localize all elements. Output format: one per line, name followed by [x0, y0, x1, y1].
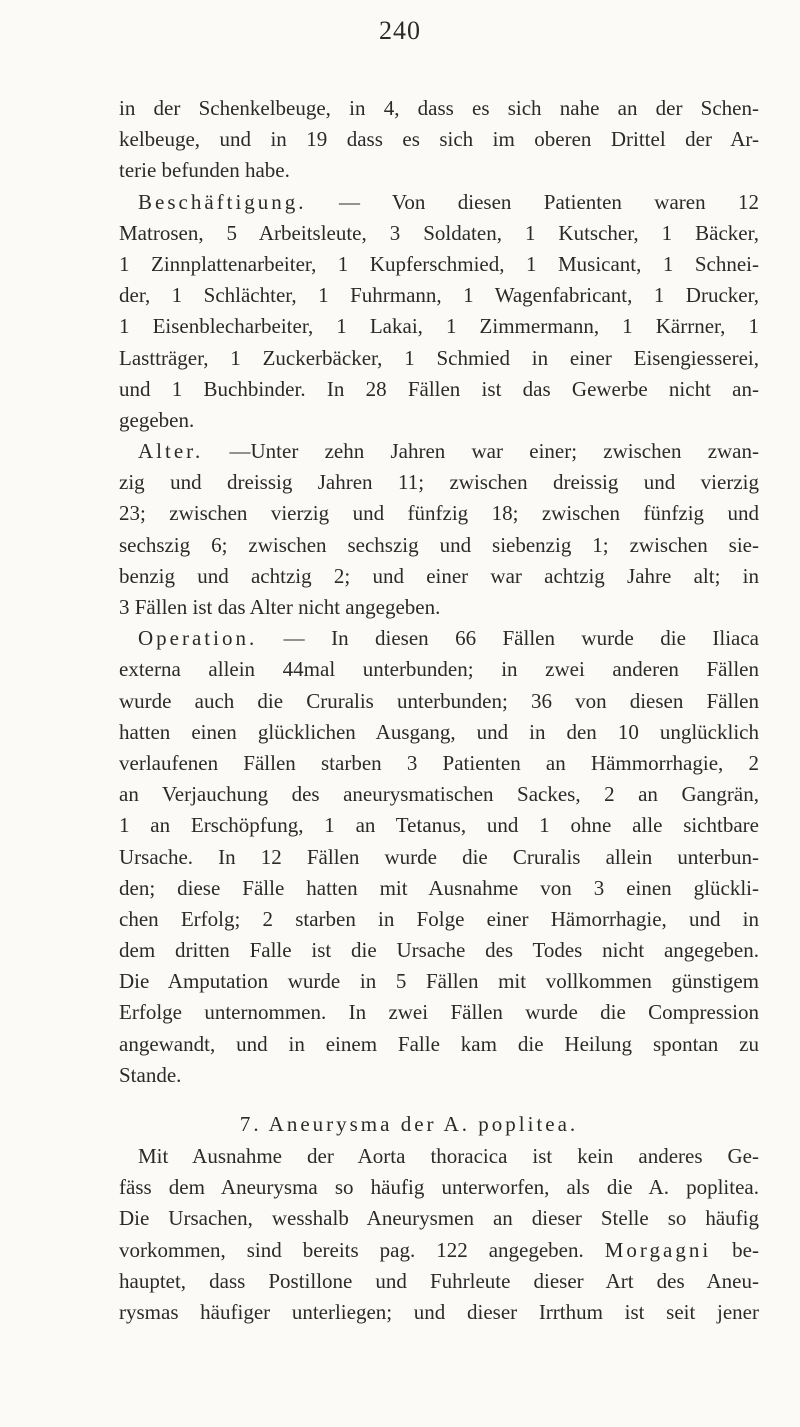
- text-line: den; diese Fälle hatten mit Ausnahme von 3 einen glückli-: [119, 875, 759, 900]
- section-gap: [119, 1091, 759, 1107]
- text-line: dem dritten Falle ist die Ursache des Todes nicht angegeben.: [119, 938, 759, 963]
- text-line: verlaufenen Fällen starben 3 Patienten an Hämmorrhagie, 2: [119, 750, 759, 775]
- text-line: Die Ursachen, wesshalb Aneurysmen an dieser Stelle so häufig: [119, 1206, 759, 1231]
- section-heading: 7. Aneurysma der A. poplitea.: [239, 1112, 579, 1136]
- text-line: [119, 436, 759, 467]
- text-line: [119, 187, 759, 218]
- text-line: hauptet, dass Postillone und Fuhrleute dieser Art des Aneu-: [119, 1268, 759, 1293]
- text-line: in der Schenkelbeuge, in 4, dass es sich nahe an der Schen-: [119, 96, 759, 120]
- text-line: der, 1 Schlächter, 1 Fuhrmann, 1 Wagenfabricant, 1 Drucker,: [119, 283, 759, 308]
- text-line: chen Erfolg; 2 starben in Folge einer Hämorrhagie, und in: [119, 906, 759, 931]
- text-line: benzig und achtzig 2; und einer war achtzig Jahre alt; in: [119, 563, 759, 588]
- text-line: an Verjauchung des aneurysmatischen Sackes, 2 an Gangrän,: [119, 782, 759, 807]
- spaced-emphasis: Operation.: [138, 626, 258, 651]
- text-line: kelbeuge, und in 19 dass es sich im oberen Drittel der Ar-: [119, 127, 759, 152]
- paragraph-group-1: [119, 93, 759, 1091]
- spaced-emphasis: Beschäftigung.: [138, 189, 307, 214]
- line-text: vorkommen, sind bereits pag. 122 angegeben.: [119, 1237, 605, 1262]
- text-line: und 1 Buchbinder. In 28 Fällen ist das Gewerbe nicht an-: [119, 376, 759, 401]
- text-line: 1 an Erschöpfung, 1 an Tetanus, und 1 ohne alle sichtbare: [119, 813, 759, 838]
- text-line: fäss dem Aneurysma so häufig unterworfen, als die A. poplitea.: [119, 1175, 759, 1200]
- text-line: Stande.: [119, 1062, 182, 1087]
- text-line: Mit Ausnahme der Aorta thoracica ist kein anderes Ge-: [138, 1144, 759, 1168]
- text-line: gegeben.: [119, 407, 195, 432]
- text-line: zig und dreissig Jahren 11; zwischen dreissig und vierzig: [119, 470, 759, 495]
- text-line: wurde auch die Cruralis unterbunden; 36 von diesen Fällen: [119, 688, 759, 713]
- text-line: 1 Eisenblecharbeiter, 1 Lakai, 1 Zimmermann, 1 Kärrner, 1: [119, 314, 759, 339]
- line-text: —Unter zehn Jahren war einer; zwischen zwan-: [203, 439, 759, 464]
- text-line: hatten einen glücklichen Ausgang, und in den 10 unglücklich: [119, 719, 759, 744]
- text-line: rysmas häufiger unterliegen; und dieser Irrthum ist seit jener: [119, 1299, 759, 1324]
- line-text: — In diesen 66 Fällen wurde die Iliaca: [257, 626, 759, 651]
- paragraph-group-2: [119, 1141, 759, 1328]
- spaced-emphasis: Morgagni: [604, 1237, 712, 1262]
- text-line: terie befunden habe.: [119, 158, 290, 183]
- line-text: — Von diesen Patienten waren 12: [306, 189, 759, 214]
- text-line: Ursache. In 12 Fällen wurde die Cruralis allein unterbun-: [119, 844, 759, 869]
- line-text: be-: [711, 1237, 759, 1262]
- text-line: [119, 1235, 759, 1266]
- text-line: Erfolge unternommen. In zwei Fällen wurde die Compression: [119, 1000, 759, 1025]
- page-number: 240: [379, 16, 421, 45]
- text-line: [119, 623, 759, 654]
- text-line: 1 Zinnplattenarbeiter, 1 Kupferschmied, 1 Musicant, 1 Schnei-: [119, 251, 759, 276]
- text-line: Lastträger, 1 Zuckerbäcker, 1 Schmied in einer Eisengiesserei,: [119, 345, 759, 370]
- spaced-emphasis: Alter.: [138, 439, 204, 464]
- body-text: [119, 93, 759, 1328]
- text-line: externa allein 44mal unterbunden; in zwei anderen Fällen: [119, 657, 759, 682]
- text-line: 23; zwischen vierzig und fünfzig 18; zwischen fünfzig und: [119, 501, 759, 526]
- text-line: sechszig 6; zwischen sechszig und siebenzig 1; zwischen sie-: [119, 532, 759, 557]
- text-line: Matrosen, 5 Arbeitsleute, 3 Soldaten, 1 Kutscher, 1 Bäcker,: [119, 220, 759, 245]
- text-line: angewandt, und in einem Falle kam die Heilung spontan zu: [119, 1031, 759, 1056]
- text-line: 3 Fällen ist das Alter nicht angegeben.: [119, 595, 441, 619]
- text-line: Die Amputation wurde in 5 Fällen mit vollkommen günstigem: [119, 969, 759, 994]
